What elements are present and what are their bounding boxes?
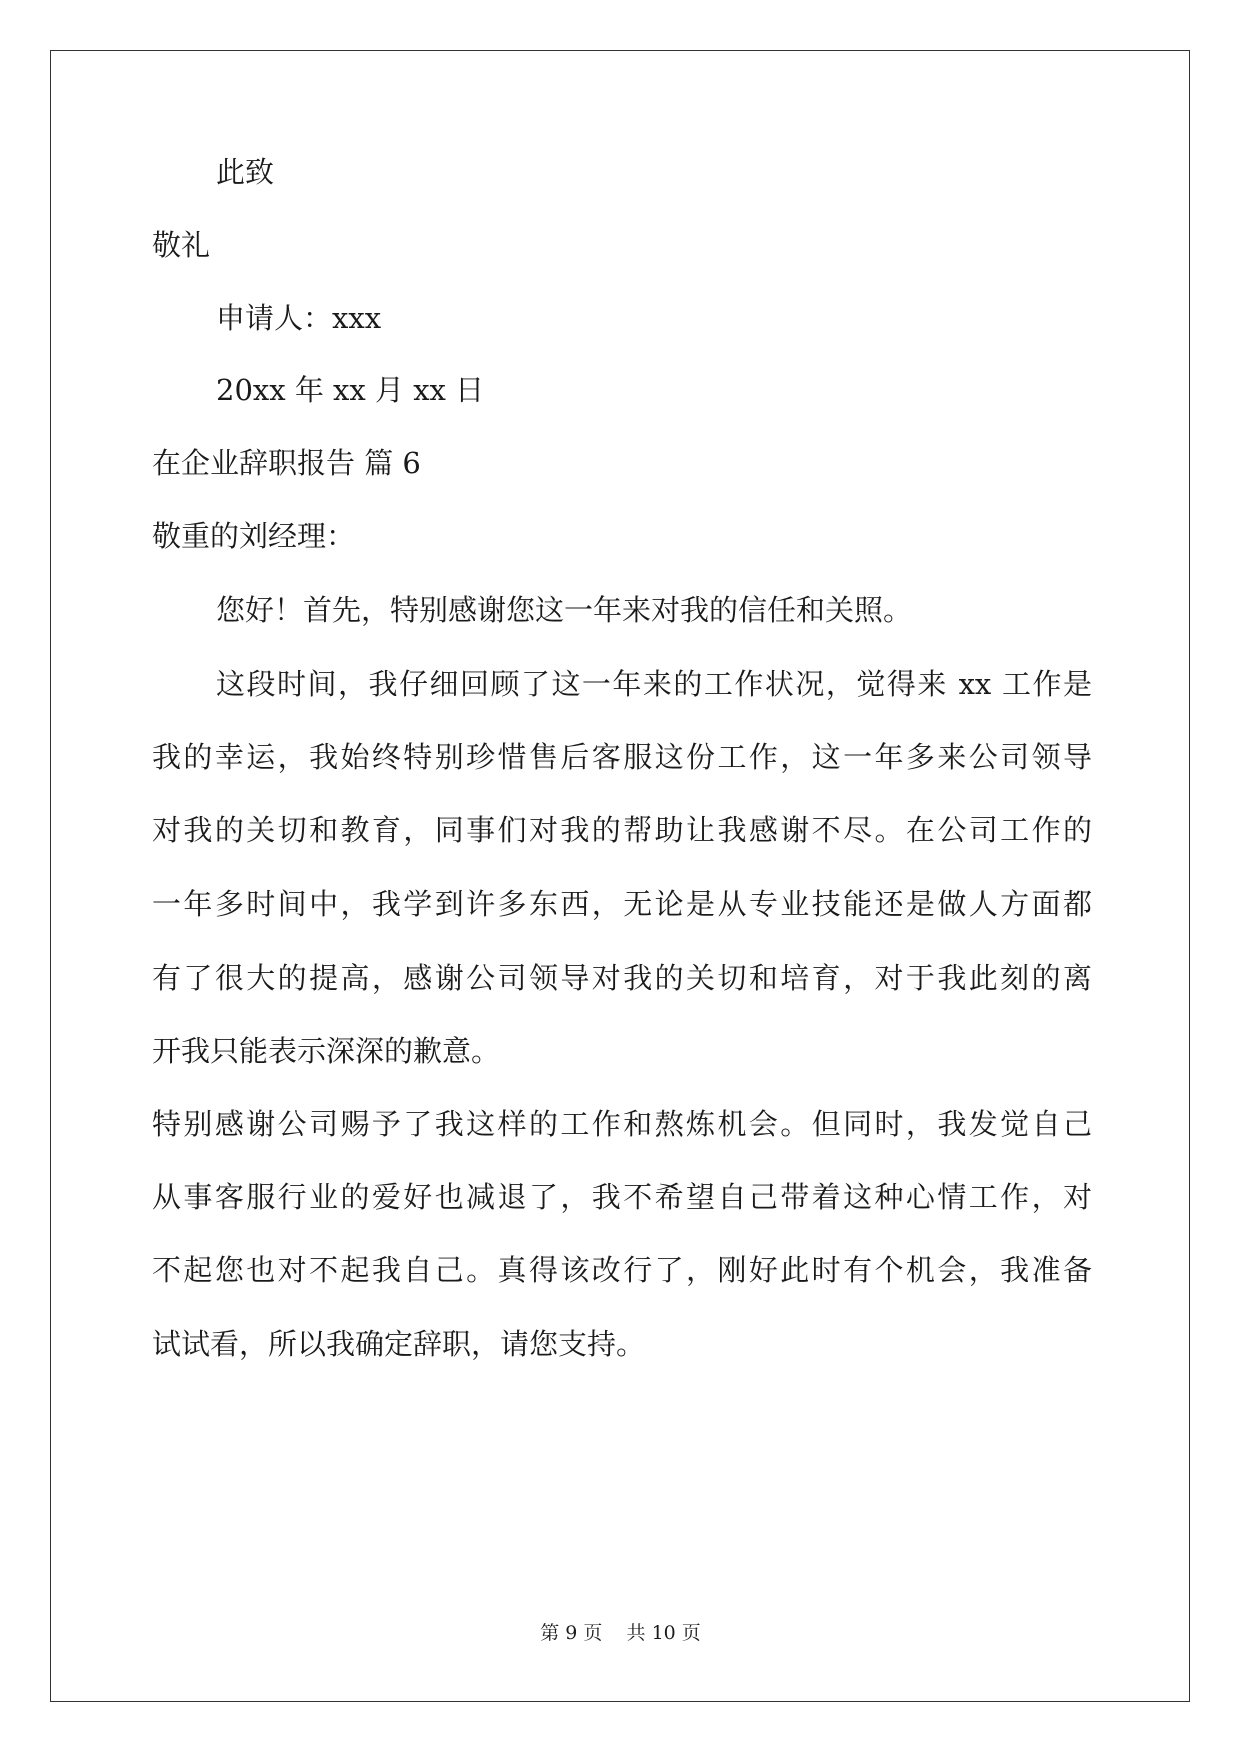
paragraph-2-line: 开我只能表示深深的歉意。 <box>152 1034 501 1068</box>
salutation: 敬重的刘经理： <box>152 519 356 553</box>
paragraph-3-line: 从事客服行业的爱好也减退了，我不希望自己带着这种心情工作，对 <box>152 1180 1092 1214</box>
closing-line-1: 此致 <box>216 155 275 189</box>
paragraph-3-line: 试试看，所以我确定辞职，请您支持。 <box>152 1327 646 1361</box>
section-heading: 在企业辞职报告 篇 6 <box>152 446 421 480</box>
paragraph-2-line: 我的幸运，我始终特别珍惜售后客服这份工作，这一年多来公司领导 <box>152 740 1092 774</box>
paragraph-2-line: 一年多时间中，我学到许多东西，无论是从专业技能还是做人方面都 <box>152 887 1092 921</box>
page-number-footer: 第 9 页 共 10 页 <box>540 1622 701 1644</box>
paragraph-3-line: 不起您也对不起我自己。真得该改行了，刚好此时有个机会，我准备 <box>152 1253 1092 1287</box>
paragraph-2-line: 对我的关切和教育，同事们对我的帮助让我感谢不尽。在公司工作的 <box>152 813 1092 847</box>
applicant-line: 申请人：xxx <box>216 301 382 335</box>
paragraph-2-line: 有了很大的提高，感谢公司领导对我的关切和培育，对于我此刻的离 <box>152 961 1092 995</box>
closing-line-2: 敬礼 <box>152 228 211 262</box>
paragraph-2-line: 这段时间，我仔细回顾了这一年来的工作状况，觉得来 xx 工作是 <box>216 667 1092 701</box>
paragraph-1: 您好！首先，特别感谢您这一年来对我的信任和关照。 <box>216 593 913 627</box>
paragraph-3-line: 特别感谢公司赐予了我这样的工作和熬炼机会。但同时，我发觉自己 <box>152 1107 1092 1141</box>
date-line: 20xx 年 xx 月 xx 日 <box>216 373 485 407</box>
